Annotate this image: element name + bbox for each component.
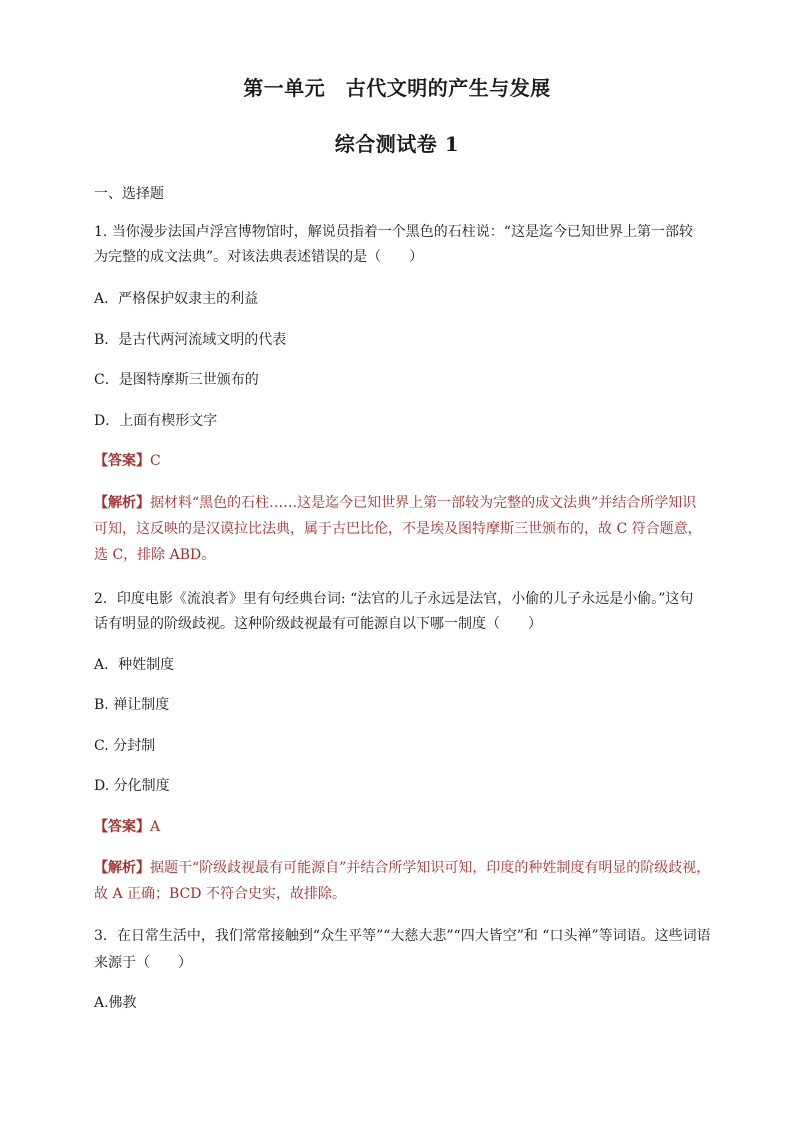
analysis-text: 据材料“黑色的石柱……这是迄今已知世界上第一部较为完整的成文法典”并结合所学知识	[150, 495, 697, 511]
answer-tag: 【答案】	[94, 819, 150, 835]
answer-value: C	[150, 453, 161, 469]
q1-analysis-line-3: 选 C，排除 ABD。	[94, 547, 216, 563]
q2-option-c: C. 分封制	[94, 738, 156, 754]
q1-option-b: B．是古代两河流域文明的代表	[94, 332, 287, 348]
q2-answer	[94, 817, 160, 837]
answer-tag: 【答案】	[94, 453, 150, 469]
q1-option-d: D．上面有楔形文字	[94, 413, 218, 429]
q2-analysis-line-2: 故 A 正确；BCD 不符合史实，故排除。	[94, 886, 346, 902]
q3-option-a: A.佛教	[94, 995, 137, 1011]
q2-option-b: B. 禅让制度	[94, 697, 170, 713]
analysis-tag: 【解析】	[94, 860, 150, 876]
q2-stem-line-1: 2．印度电影《流浪者》里有句经典台词: “法官的儿子永远是法官，小偷的儿子永远是小偷。”这句	[94, 591, 694, 607]
q1-stem-line-1: 1. 当你漫步法国卢浮宫博物馆时，解说员指着一个黑色的石柱说：“这是迄今已知世界上第一部较	[94, 224, 693, 240]
section-heading: 一、选择题	[94, 186, 164, 202]
q2-analysis-line-1	[94, 858, 710, 878]
q2-option-d: D. 分化制度	[94, 778, 170, 794]
q2-stem-line-2: 话有明显的阶级歧视。这种阶级歧视最有可能源自以下哪一制度（ ）	[94, 616, 542, 632]
q3-stem-line-2: 来源于（ ）	[94, 955, 192, 971]
answer-value: A	[150, 819, 161, 835]
q1-answer	[94, 451, 161, 471]
q3-stem-line-1: 3．在日常生活中，我们常常接触到“众生平等”“大慈大悲”“四大皆空”和 “口头禅”等词语。这些词语	[94, 928, 711, 944]
document-subtitle: 综合测试卷 1	[334, 132, 460, 156]
document-title: 第一单元 古代文明的产生与发展	[243, 76, 551, 100]
q1-stem-line-2: 为完整的成文法典”。对该法典表述错误的是（ ）	[94, 249, 424, 265]
q1-option-c: C．是图特摩斯三世颁布的	[94, 372, 259, 388]
q1-analysis-line-2: 可知，这反映的是汉谟拉比法典，属于古巴比伦，不是埃及图特摩斯三世颁布的，故 C 符合题意，	[94, 521, 702, 537]
q2-option-a: A．种姓制度	[94, 657, 175, 673]
q1-analysis-line-1	[94, 493, 696, 513]
analysis-text: 据题干“阶级歧视最有可能源自”并结合所学知识可知，印度的种姓制度有明显的阶级歧视，	[150, 860, 711, 876]
analysis-tag: 【解析】	[94, 495, 150, 511]
q1-option-a: A．严格保护奴隶主的利益	[94, 291, 259, 307]
